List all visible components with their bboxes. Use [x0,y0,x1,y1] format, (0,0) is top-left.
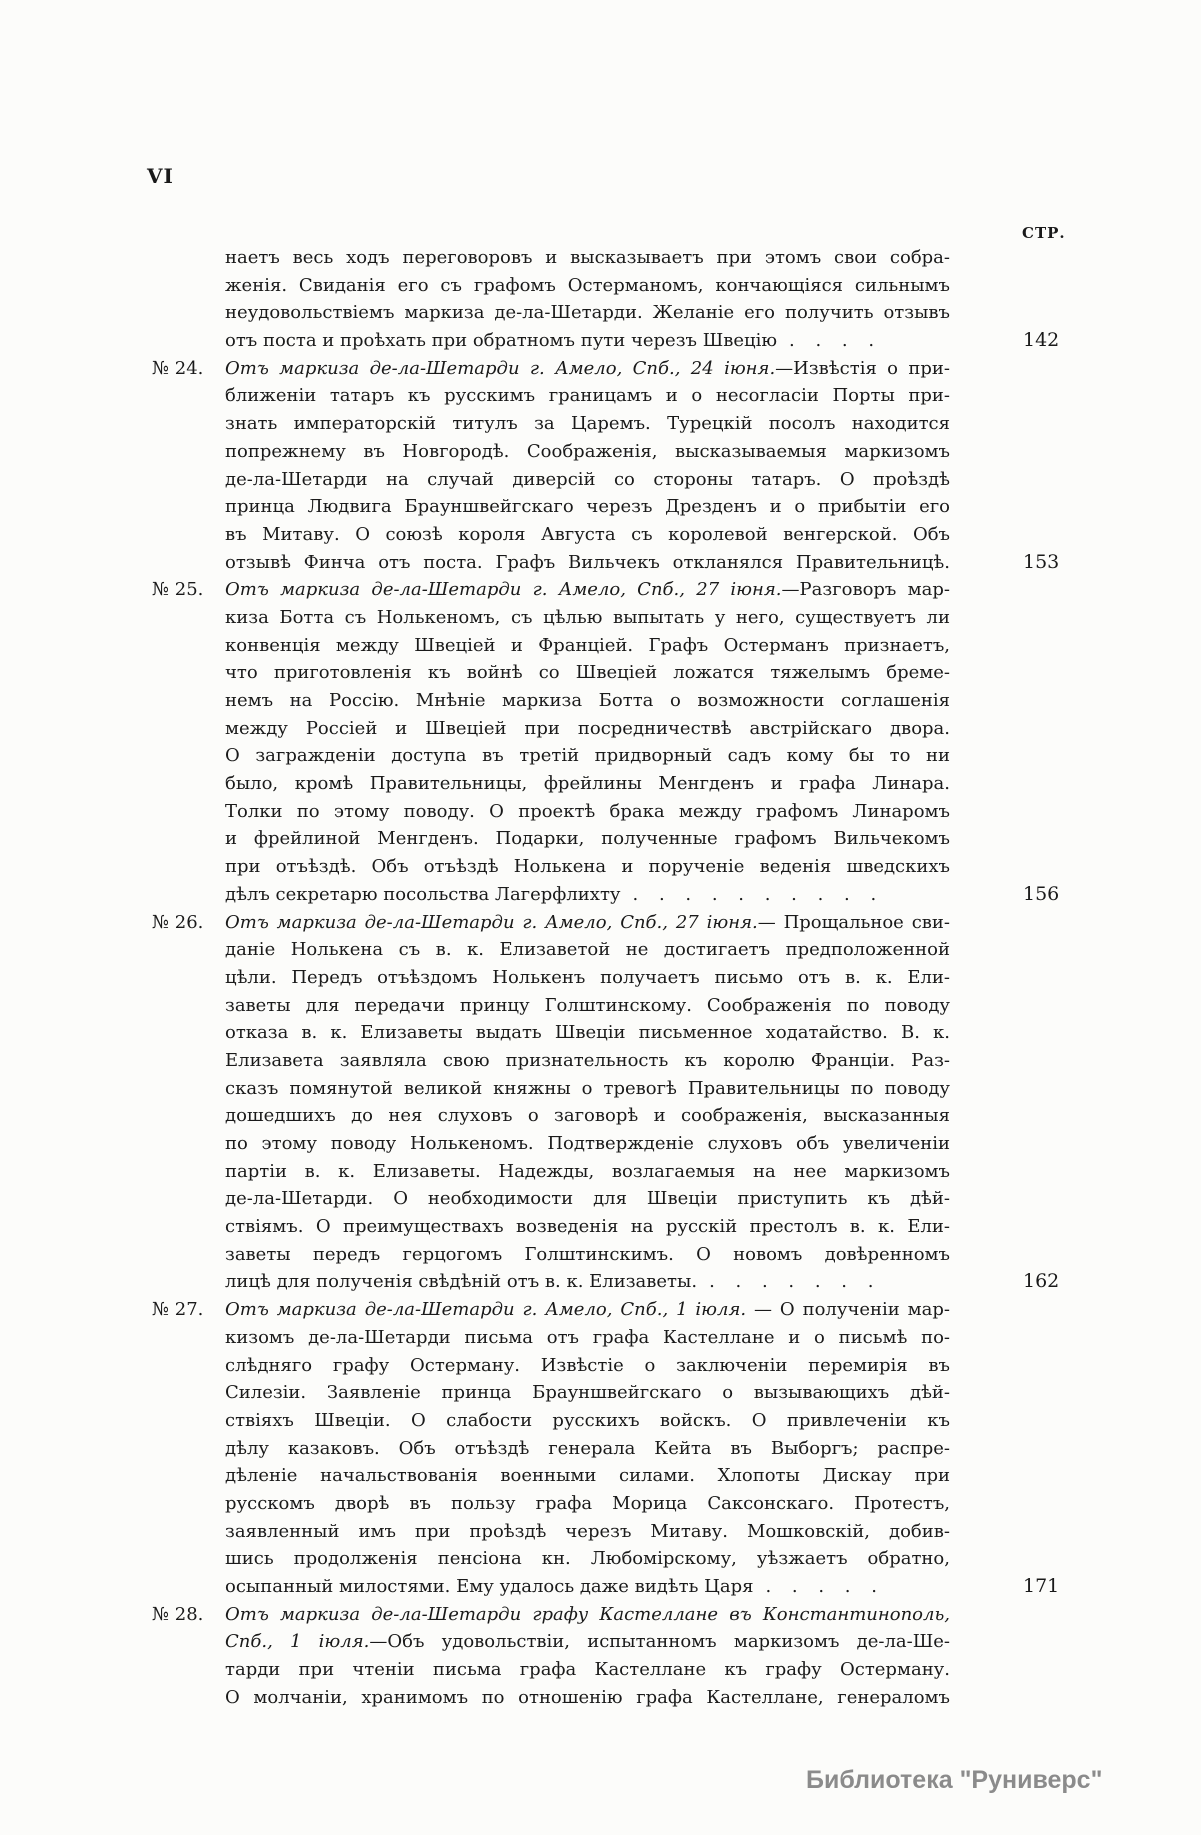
toc-line [152,1601,950,1629]
line-text [225,1518,950,1546]
line-text [225,1019,950,1047]
line-text-segment: О молчаніи, хранимомъ по отношенію графа Кастеллане, генераломъ [225,1686,950,1708]
line-text [225,466,950,494]
line-text-segment: принца Людвига Брауншвейгскаго черезъ Дрезденъ и о прибытіи его [225,496,950,518]
line-text-segment: —Разговоръ мар- [781,579,950,601]
toc-line [152,1545,950,1573]
line-text [225,382,950,410]
line-text-segment: заветы для передачи принцу Голштинскому. Соображенія по поводу [225,994,950,1016]
toc-line [152,1241,950,1269]
toc-line [152,1213,950,1241]
line-text-segment: и фрейлиной Менгденъ. Подарки, полученные графомъ Вильчекомъ [225,828,950,850]
line-text-segment: — О полученіи мар- [746,1299,950,1321]
toc-line [152,382,950,410]
line-text-segment: русскомъ дворѣ въ пользу графа Морица Саксонскаго. Протестъ, [225,1492,950,1514]
line-text [225,1102,950,1130]
dot-leader: . . . . . . . [709,1271,874,1293]
page-column-header: СТР. [1022,224,1066,242]
line-text-segment: ствіямъ. О преимуществахъ возведенія на русскій престолъ в. к. Ели- [225,1216,950,1238]
line-text-segment: что приготовленія къ войнѣ со Швеціей ложатся тяжелымъ бреме- [225,662,950,684]
line-text [225,1435,950,1463]
toc-line [152,327,1060,355]
line-text [225,521,950,549]
entry-heading-italic: Отъ маркиза де-ла-Шетарди г. Амело, Спб., 1 іюля. [225,1299,747,1321]
line-text-segment: заветы передъ герцогомъ Голштинскимъ. О новомъ довѣренномъ [225,1243,950,1265]
toc-line [152,659,950,687]
toc-line [152,1684,950,1712]
line-text [225,964,950,992]
toc-line [152,521,950,549]
line-text-segment: между Россіей и Швеціей при посредничествѣ австрійскаго двора. [225,717,950,739]
line-text-segment: дошедшихъ до нея слуховъ о заговорѣ и соображенія, высказанныя [225,1105,950,1127]
toc-line [152,742,950,770]
line-text-segment: наетъ весь ходъ переговоровъ и высказываетъ при этомъ свои собра- [225,247,950,268]
line-text [225,1656,950,1684]
page-ref: 162 [1023,1270,1060,1293]
toc-line [152,1075,950,1103]
toc-line [152,825,950,853]
toc-line [152,1518,950,1546]
line-text [225,1684,950,1712]
line-text-segment: даніе Нолькена съ в. к. Елизаветой не достигаетъ предположенной [225,939,950,961]
toc-line [152,715,950,743]
line-text [225,1158,950,1186]
line-text [225,1268,950,1296]
line-text-segment: сказъ помянутой великой княжны о тревогѣ Правительницы по поводу [225,1077,950,1099]
line-text [225,576,950,604]
toc-line [152,272,950,300]
line-text-segment: осыпанный милостями. Ему удалось даже видѣть Царя [225,1576,754,1597]
line-text-segment: по этому поводу Нолькеномъ. Подтвержденіе слуховъ объ увеличеніи [225,1133,950,1154]
toc-line [152,244,950,272]
line-text-segment: попрежнему въ Новгородѣ. Соображенія, высказываемыя маркизомъ [225,440,950,462]
line-text-segment: де-ла-Шетарди. О необходимости для Швеціи приступить къ дѣй- [225,1188,950,1210]
entry-heading-italic: Отъ маркиза де-ла-Шетарди г. Амело, Спб., 27 іюня. [225,579,782,601]
line-text [225,909,950,937]
line-text [225,549,950,577]
line-text [225,715,950,743]
line-text [225,327,950,355]
entry-number: № 27. [152,1299,204,1321]
toc-line [152,1324,950,1352]
line-text-segment: шись продолженія пенсіона кн. Любомірскому, уѣзжаетъ обратно, [225,1548,950,1570]
line-text-segment: дѣленіе начальствованія военными силами. Хлопоты Дискау при [225,1465,950,1487]
entry-heading-italic: Отъ маркиза де-ла-Шетарди г. Амело, Спб., 24 іюня. [225,357,776,379]
library-watermark: Библиотека "Руниверс" [806,1766,1103,1794]
line-text [225,1490,950,1518]
line-text-segment: Силезіи. Заявленіе принца Брауншвейгскаго о вызывающихъ дѣй- [225,1382,950,1404]
toc-line [152,1352,950,1380]
line-text [225,1352,950,1380]
line-text-segment: лицѣ для полученія свѣдѣній отъ в. к. Елизаветы. [225,1271,698,1293]
line-text [225,1379,950,1407]
dot-leader: . . . . . . . . . . [632,883,877,905]
line-text [225,1407,950,1435]
line-text [225,632,950,660]
line-text [225,1462,950,1490]
line-text [225,798,950,826]
page-folio-number: VI [147,164,174,188]
toc-line [152,770,950,798]
toc-line [152,936,950,964]
line-text-segment: отзывѣ Финча отъ поста. Графъ Вильчекъ откланялся Правительницѣ. [225,551,950,573]
toc-line [152,687,950,715]
line-text [225,1075,950,1103]
toc-line [152,1628,950,1656]
line-text [225,1573,950,1601]
toc-line [152,1435,950,1463]
dot-leader: . . . . [789,330,875,352]
toc-line [152,1379,950,1407]
line-text-segment: киза Ботта съ Нолькеномъ, съ цѣлью выпытать у него, существуетъ ли [225,606,950,628]
line-text [225,1130,950,1158]
toc-line [152,1102,950,1130]
toc-line [152,1268,1060,1296]
table-of-contents [152,244,1060,1711]
line-text [225,853,950,881]
toc-line [152,1656,950,1684]
toc-line [152,1462,950,1490]
line-text [225,881,950,909]
page-ref: 156 [1023,882,1060,905]
line-text [225,604,950,632]
toc-line [152,410,950,438]
line-text [225,1601,950,1629]
toc-line [152,1019,950,1047]
toc-line [152,355,950,383]
line-text [225,244,950,272]
line-text [225,1185,950,1213]
toc-line [152,1490,950,1518]
toc-line [152,798,950,826]
line-text-segment: —Извѣстія о при- [775,357,950,379]
line-text-segment: неудовольствіемъ маркиза де-ла-Шетарди. Желаніе его получить отзывъ [225,302,950,324]
entry-number: № 26. [152,911,204,933]
page-ref: 142 [1023,329,1060,352]
line-text [225,438,950,466]
line-text-segment: О загражденіи доступа въ третій придворный садъ кому бы то ни [225,745,950,767]
line-text [225,1296,950,1324]
line-text-segment: немъ на Россію. Мнѣніе маркиза Ботта о возможности соглашенія [225,690,950,711]
line-text-segment: Елизавета заявляла свою признательность къ королю Франціи. Раз- [225,1049,950,1071]
entry-heading-italic: Отъ маркиза де-ла-Шетарди графу Кастеллане въ Константинополь, [225,1603,950,1625]
line-text-segment: партіи в. к. Елизаветы. Надежды, возлагаемыя на нее маркизомъ [225,1160,950,1182]
toc-line [152,1407,950,1435]
toc-line [152,493,950,521]
line-text [225,1241,950,1269]
toc-line [152,299,950,327]
line-text [225,299,950,327]
line-text [225,1628,950,1656]
line-text-segment: де-ла-Шетарди на случай диверсій со стороны татаръ. О проѣздѣ [225,468,950,490]
toc-line [152,604,950,632]
toc-line [152,1296,950,1324]
page-ref: 171 [1023,1575,1060,1597]
line-text-segment: цѣли. Передъ отъѣздомъ Нолькенъ получаетъ письмо отъ в. к. Ели- [225,966,950,988]
line-text [225,272,950,300]
line-text-segment: было, кромѣ Правительницы, фрейлины Менгденъ и графа Линара. [225,773,950,795]
toc-line [152,1573,1060,1601]
entry-heading-italic: Спб., 1 іюля.— [225,1631,388,1653]
line-text-segment: Толки по этому поводу. О проектѣ брака между графомъ Линаромъ [225,800,950,822]
toc-line [152,466,950,494]
line-text-segment: тарди при чтеніи письма графа Кастеллане къ графу Остерману. [225,1659,950,1681]
line-text [225,992,950,1020]
line-text-segment: дѣлу казаковъ. Объ отъѣздѣ генерала Кейта въ Выборгъ; распре- [225,1437,950,1459]
line-text-segment: кизомъ де-ла-Шетарди письма отъ графа Кастеллане и о письмѣ по- [225,1326,950,1348]
line-text-segment: отказа в. к. Елизаветы выдать Швеціи письменное ходатайство. В. к. [225,1022,950,1044]
toc-line [152,1047,950,1075]
line-text [225,1047,950,1075]
line-text [225,1545,950,1573]
line-text-segment: отъ поста и проѣхать при обратномъ пути черезъ Швецію [225,330,778,352]
entry-number: № 24. [152,357,204,379]
line-text [225,742,950,770]
toc-line [152,881,1060,909]
toc-line [152,549,1060,577]
line-text [225,410,950,438]
toc-line [152,1158,950,1186]
line-text-segment: слѣдняго графу Остерману. Извѣстіе о заключеніи перемирія въ [225,1354,950,1376]
line-text-segment: дѣлъ секретарю посольства Лагерфлихту [225,883,621,905]
line-text [225,825,950,853]
line-text [225,936,950,964]
line-text-segment: знать императорскій титулъ за Царемъ. Турецкій посолъ находится [225,413,950,435]
line-text [225,355,950,383]
toc-line [152,964,950,992]
line-text-segment: въ Митаву. О союзѣ короля Августа съ королевой венгерской. Объ [225,523,950,545]
line-text-segment: при отъѣздѣ. Объ отъѣздѣ Нолькена и порученіе веденія шведскихъ [225,856,950,878]
line-text [225,493,950,521]
toc-line [152,1130,950,1158]
toc-line [152,909,950,937]
line-text [225,1213,950,1241]
line-text [225,687,950,715]
line-text-segment: Объ удовольствіи, испытанномъ маркизомъ де-ла-Ше- [387,1631,950,1653]
toc-line [152,438,950,466]
toc-line [152,576,950,604]
line-text [225,1324,950,1352]
page-ref: 153 [1023,550,1060,573]
dot-leader: . . . . . [765,1576,877,1597]
line-text-segment: заявленный имъ при проѣздѣ черезъ Митаву. Мошковскій, добив- [225,1520,950,1542]
line-text-segment: ствіяхъ Швеціи. О слабости русскихъ войскъ. О привлеченіи къ [225,1409,950,1431]
line-text-segment: ближеніи татаръ къ русскимъ границамъ и о несогласіи Порты при- [225,385,950,407]
toc-line [152,853,950,881]
toc-line [152,1185,950,1213]
line-text-segment: — Прощальное сви- [757,911,950,933]
entry-number: № 28. [152,1603,204,1625]
entry-number: № 25. [152,579,204,601]
toc-line [152,632,950,660]
entry-heading-italic: Отъ маркиза де-ла-Шетарди г. Амело, Спб., 27 іюня. [225,911,758,933]
line-text-segment: конвенція между Швеціей и Франціей. Графъ Остерманъ признаетъ, [225,634,950,656]
line-text [225,770,950,798]
line-text-segment: женія. Свиданія его съ графомъ Остерманомъ, кончающіяся сильнымъ [225,274,950,296]
toc-line [152,992,950,1020]
line-text [225,659,950,687]
